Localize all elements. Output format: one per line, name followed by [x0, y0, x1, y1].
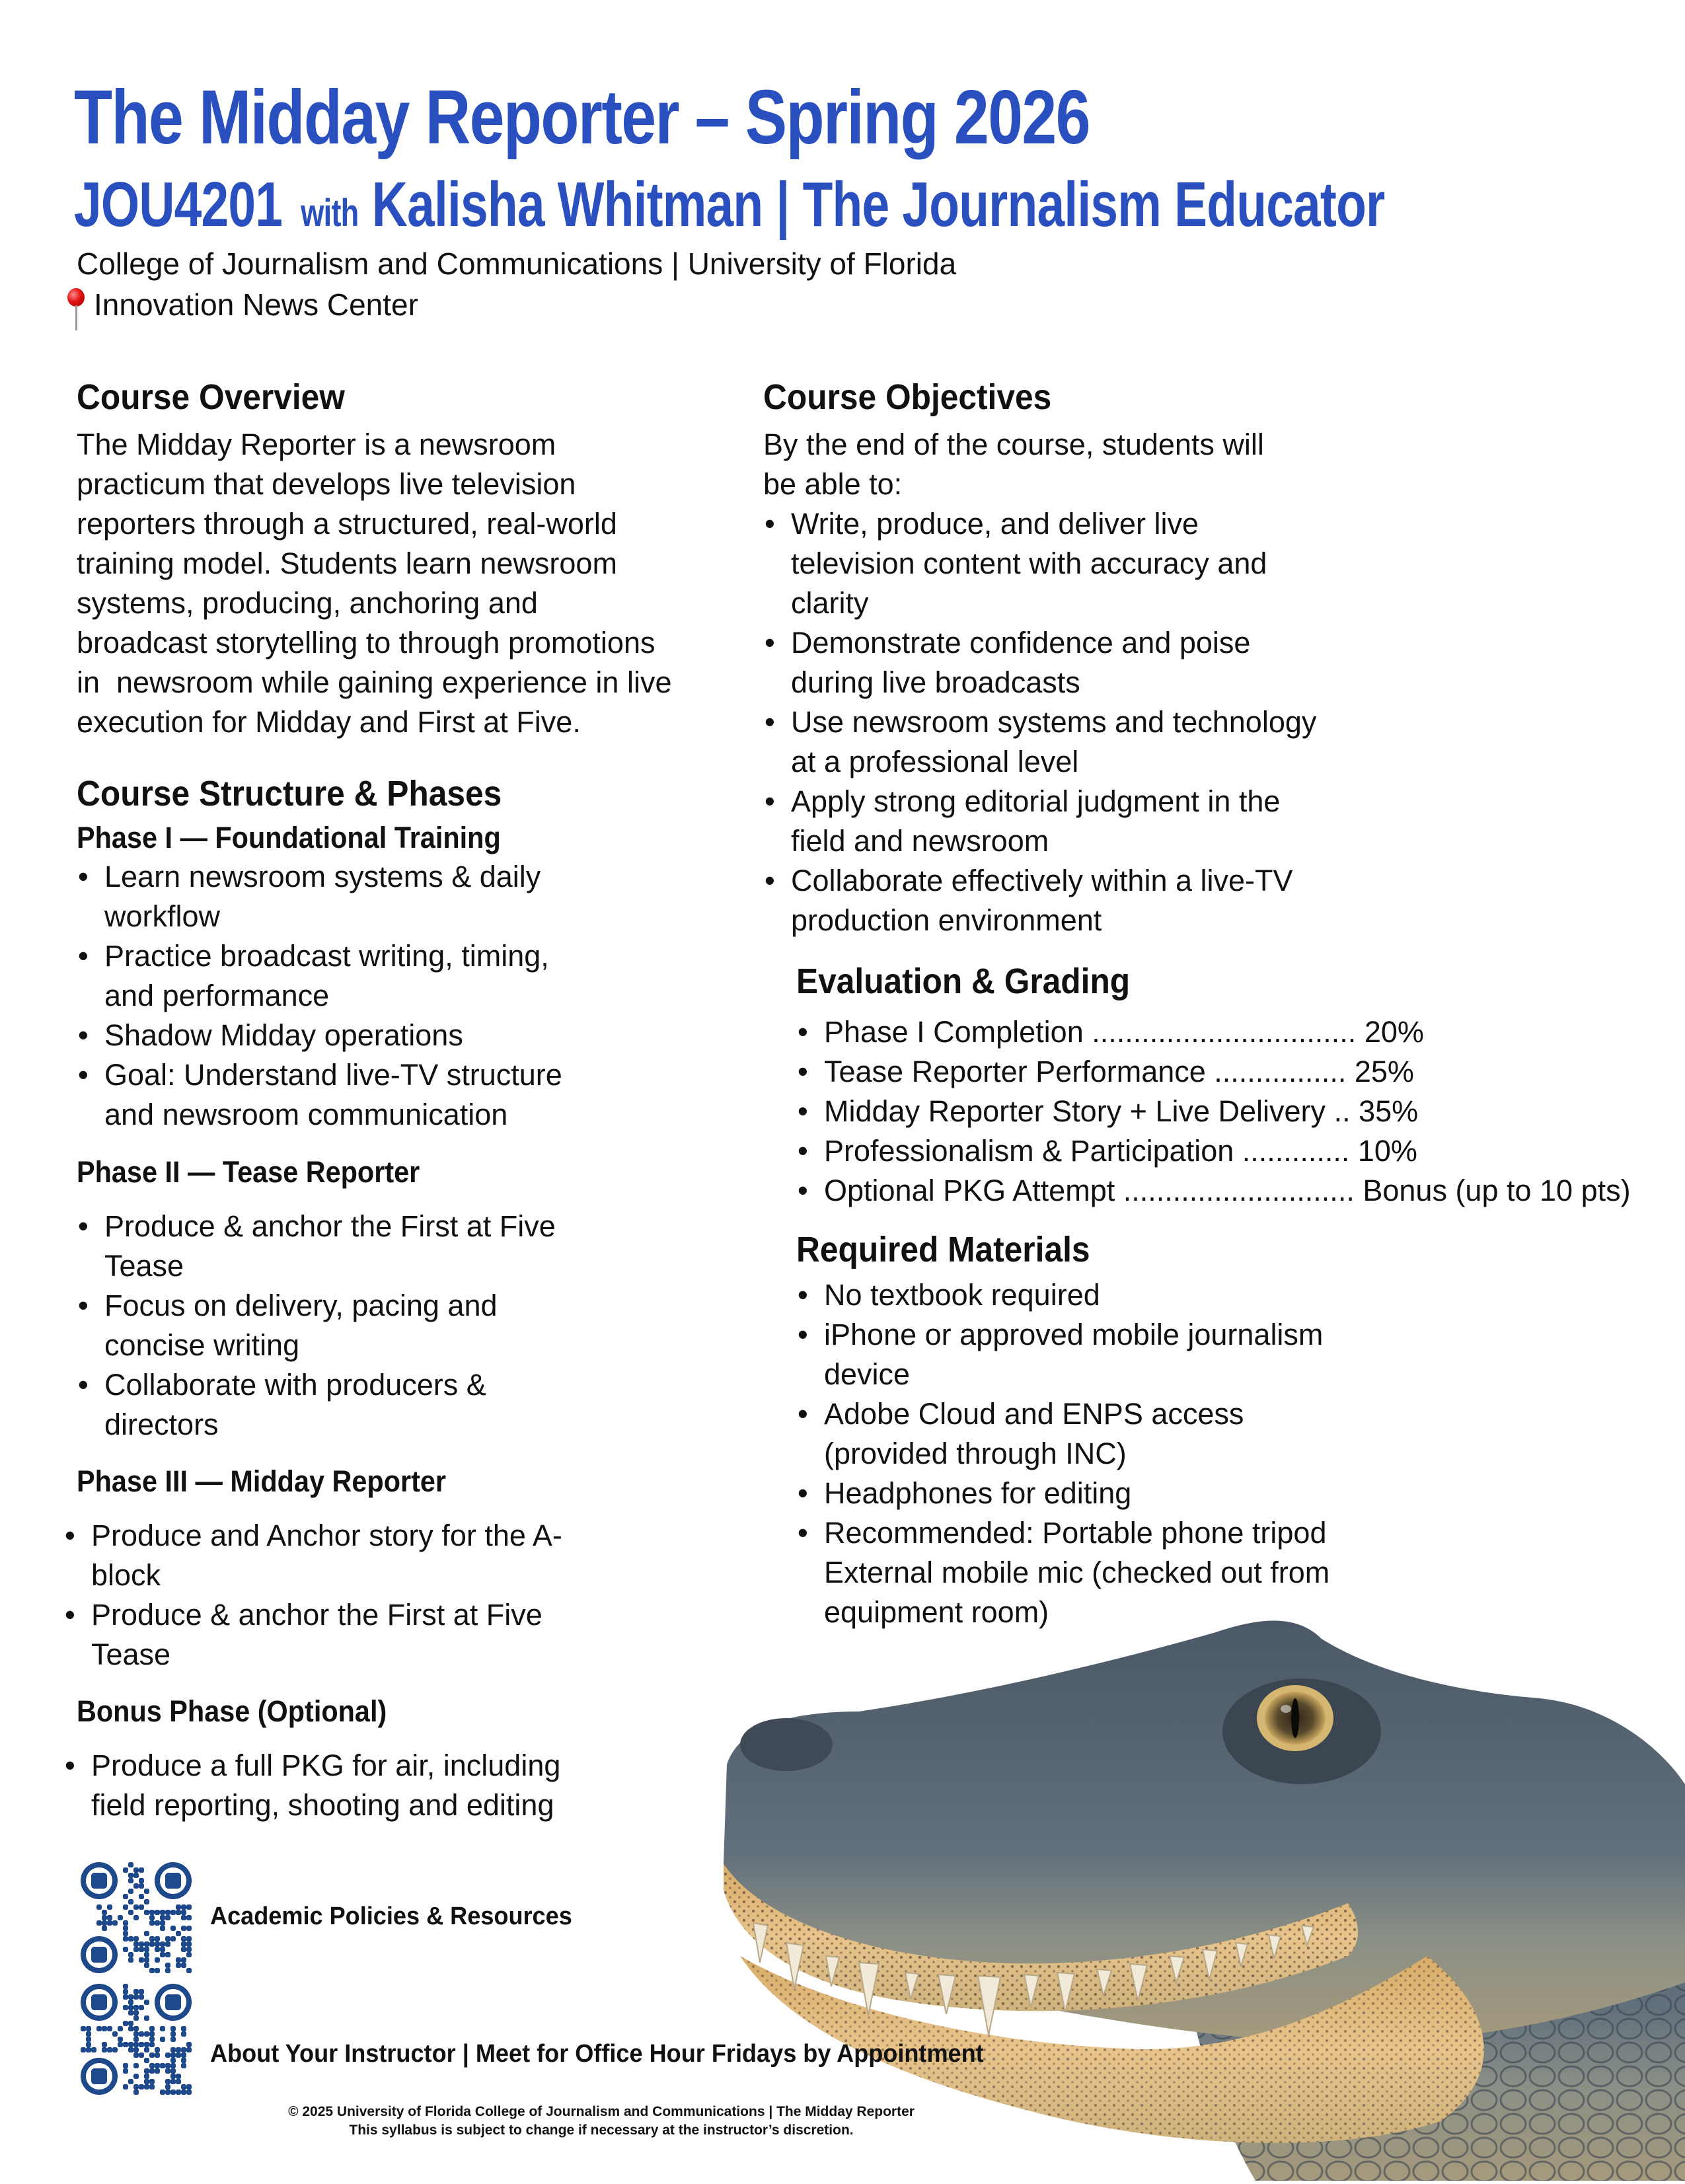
- grading-list: [796, 1012, 1631, 1211]
- list-item: • Practice broadcast writing, timing, and performance: [77, 936, 605, 1016]
- list-item: • Write, produce, and deliver live television content with accuracy and clarity: [763, 504, 1318, 623]
- grade-label: Tease Reporter Performance: [824, 1055, 1206, 1088]
- materials-heading: Required Materials: [796, 1230, 1090, 1269]
- grading-row: [796, 1052, 1631, 1092]
- location-text: Innovation News Center: [94, 287, 418, 322]
- grading-heading: Evaluation & Grading: [796, 961, 1131, 1001]
- academic-policies-link[interactable]: Academic Policies & Resources: [210, 1902, 572, 1930]
- grading-row: [796, 1092, 1631, 1131]
- grade-leader: ................................: [1092, 1015, 1357, 1049]
- alligator-image: [714, 1612, 1685, 2181]
- footer: [251, 2103, 952, 2140]
- list-item: • Shadow Midday operations: [77, 1016, 605, 1055]
- overview-line: training model. Students learn newsroom: [77, 546, 617, 580]
- grade-leader: .............: [1242, 1134, 1350, 1168]
- grading-row: [796, 1171, 1631, 1211]
- grading-row: [796, 1131, 1631, 1171]
- disclaimer-line: This syllabus is subject to change if necessary at the instructor’s discretion.: [349, 2123, 854, 2138]
- grading-row: [796, 1012, 1631, 1052]
- course-instructor-line: [74, 169, 1384, 250]
- grade-leader: ................: [1214, 1055, 1347, 1088]
- overview-line: in newsroom while gaining experience in live: [77, 665, 672, 699]
- list-item: • Apply strong editorial judgment in the field and newsroom: [763, 782, 1318, 861]
- list-item: • Use newsroom systems and technology at a professional level: [763, 702, 1318, 782]
- round-pushpin-icon: [66, 285, 89, 330]
- with-label: with: [301, 192, 359, 235]
- list-item: • Produce & anchor the First at Five Tease: [63, 1595, 592, 1675]
- grade-value: 25%: [1354, 1055, 1414, 1088]
- list-item: • Learn newsroom systems & daily workflow: [77, 857, 605, 936]
- qr-code-icon[interactable]: [81, 1862, 192, 1973]
- phase-3-list: [63, 1516, 592, 1675]
- list-item: • No textbook required: [796, 1275, 1338, 1315]
- page-title: The Midday Reporter – Spring 2026: [74, 74, 1090, 160]
- phase-3-title: Phase III — Midday Reporter: [77, 1464, 447, 1498]
- materials-list: [796, 1275, 1338, 1632]
- overview-line: reporters through a structured, real-world: [77, 507, 617, 541]
- list-item: • Produce and Anchor story for the A-block: [63, 1516, 592, 1595]
- list-item: • Demonstrate confidence and poise during live broadcasts: [763, 623, 1318, 702]
- objectives-heading: Course Objectives: [763, 377, 1052, 417]
- objectives-list: [763, 504, 1318, 940]
- list-item: • Produce & anchor the First at Five Tease: [77, 1207, 605, 1286]
- grade-value: 20%: [1364, 1015, 1424, 1049]
- qr-code-icon[interactable]: [81, 1984, 192, 2095]
- phase-2-title: Phase II — Tease Reporter: [77, 1155, 420, 1189]
- grade-label: Optional PKG Attempt: [824, 1174, 1115, 1207]
- overview-line: practicum that develops live television: [77, 467, 576, 501]
- overview-heading: Course Overview: [77, 377, 345, 417]
- qr-code-academic-policies: [81, 1862, 192, 1973]
- instructor-name: Kalisha Whitman | The Journalism Educator: [371, 169, 1385, 240]
- qr-code-instructor: [81, 1984, 192, 2095]
- grade-label: Phase I Completion: [824, 1015, 1084, 1049]
- bonus-phase-list: [63, 1746, 618, 1825]
- grade-label: Midday Reporter Story + Live Delivery: [824, 1094, 1326, 1128]
- overview-line: broadcast storytelling to through promotions: [77, 626, 655, 659]
- about-instructor-link[interactable]: About Your Instructor | Meet for Office Hour Fridays by Appointment: [210, 2040, 984, 2068]
- location-line: [66, 285, 418, 330]
- list-item: • Recommended: Portable phone tripod External mobile mic (checked out from equipment room): [796, 1513, 1338, 1632]
- course-code: JOU4201: [74, 169, 283, 240]
- list-item: • Headphones for editing: [796, 1474, 1338, 1513]
- list-item: • Produce a full PKG for air, including field reporting, shooting and editing: [63, 1746, 618, 1825]
- overview-line: The Midday Reporter is a newsroom: [77, 428, 556, 461]
- overview-line: systems, producing, anchoring and: [77, 586, 538, 620]
- phase-2-list: [77, 1207, 605, 1445]
- list-item: • Collaborate effectively within a live-TV production environment: [763, 861, 1318, 940]
- structure-heading: Course Structure & Phases: [77, 774, 502, 813]
- grade-value: 10%: [1357, 1134, 1417, 1168]
- list-item: • Collaborate with producers & directors: [77, 1365, 605, 1445]
- overview-text: [77, 425, 737, 742]
- bonus-phase-title: Bonus Phase (Optional): [77, 1694, 387, 1728]
- list-item: • Focus on delivery, pacing and concise writing: [77, 1286, 605, 1365]
- phase-1-list: [77, 857, 605, 1135]
- alligator-head-illustration: [714, 1612, 1685, 2181]
- list-item: • Goal: Understand live-TV structure and newsroom communication: [77, 1055, 605, 1135]
- list-item: • Adobe Cloud and ENPS access (provided through INC): [796, 1394, 1338, 1474]
- college-line: College of Journalism and Communications | University of Florida: [77, 246, 957, 281]
- grade-label: Professionalism & Participation: [824, 1134, 1234, 1168]
- grade-value: Bonus (up to 10 pts): [1363, 1174, 1631, 1207]
- objectives-intro: By the end of the course, students will be able to:: [763, 428, 1264, 501]
- grade-leader: ............................: [1123, 1174, 1355, 1207]
- phase-1-title: Phase I — Foundational Training: [77, 821, 501, 854]
- list-item: • iPhone or approved mobile journalism device: [796, 1315, 1338, 1394]
- overview-line: execution for Midday and First at Five.: [77, 705, 581, 739]
- copyright-line: © 2025 University of Florida College of Journalism and Communications | The Midday Reporter: [288, 2104, 915, 2119]
- grade-value: 35%: [1359, 1094, 1419, 1128]
- grade-leader: ..: [1333, 1094, 1351, 1128]
